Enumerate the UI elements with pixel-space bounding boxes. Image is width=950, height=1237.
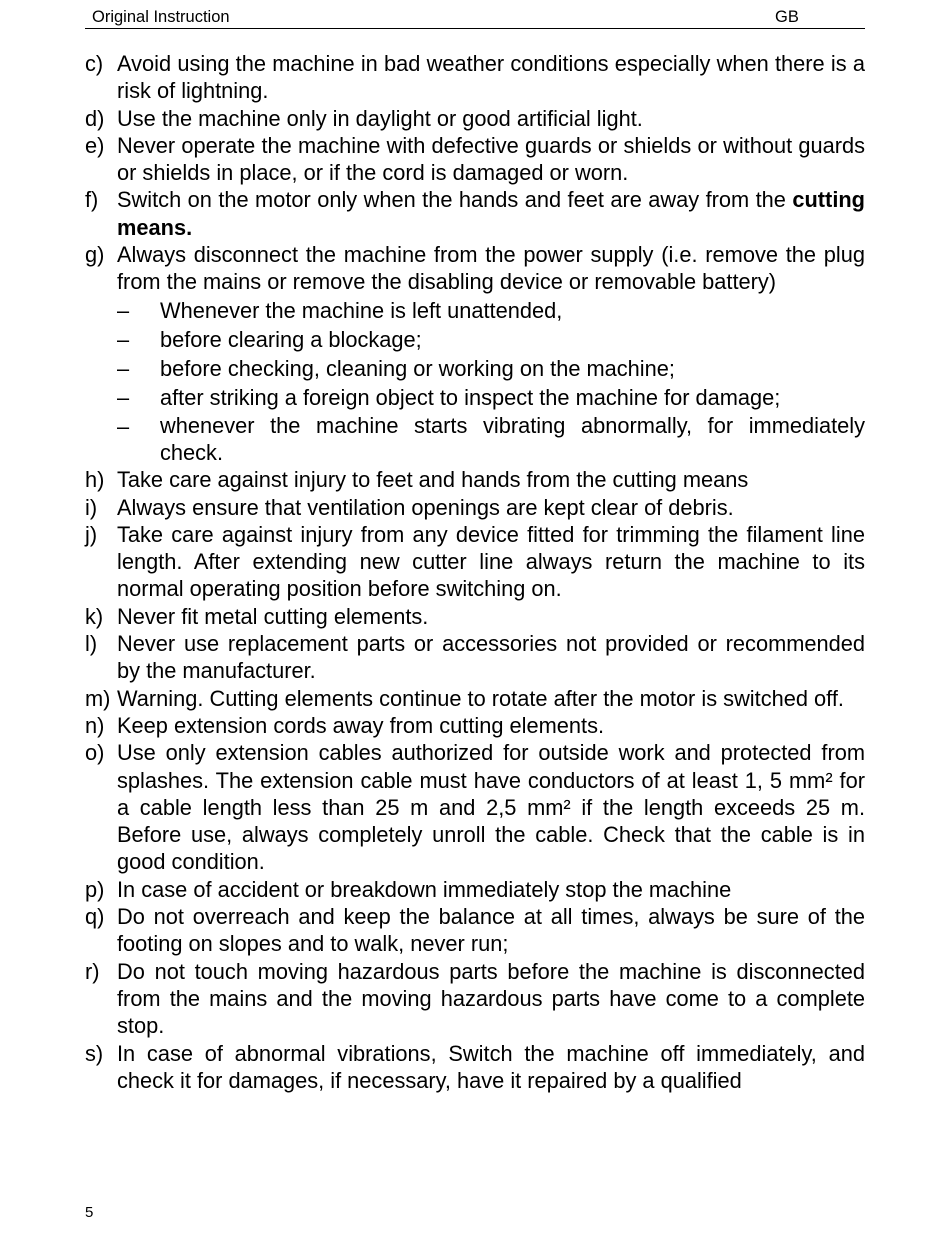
item-text: Do not overreach and keep the balance at all times, always be sure of the footing on slopes and to walk, never run; [117, 904, 865, 957]
list-item-c [85, 50, 865, 105]
sub-item-text: after striking a foreign object to inspect the machine for damage; [160, 384, 781, 410]
item-text: Keep extension cords away from cutting elements. [117, 712, 605, 738]
item-label: l) [85, 631, 98, 657]
item-label: e) [85, 132, 105, 158]
item-text-regular: Switch on the motor only when the hands and feet are away from the [117, 187, 786, 213]
item-text: Always ensure that ventilation openings are kept clear of debris. [117, 494, 734, 520]
list-item-m [85, 685, 865, 712]
item-label: c) [85, 51, 104, 76]
item-label: q) [85, 904, 105, 930]
sub-item-text: Whenever the machine is left unattended, [160, 297, 563, 323]
item-label: d) [85, 105, 105, 131]
item-text: Never operate the machine with defective guards or shields or without guards or shields in place, or if the cord is damaged or worn. [117, 132, 865, 186]
item-label: n) [85, 712, 105, 738]
sub-item-5 [85, 412, 865, 467]
item-text: Warning. Cutting elements continue to rotate after the motor is switched off. [117, 685, 844, 711]
dash-bullet: – [117, 355, 130, 381]
item-text: Avoid using the machine in bad weather conditions especially when there is a risk of lightning. [117, 51, 865, 104]
item-label: o) [85, 740, 105, 766]
list-item-i [85, 494, 865, 521]
item-text [117, 186, 865, 241]
item-text: Use only extension cables authorized for outside work and protected from splashes. The extension cable must have conductors of at least 1, 5 mm² for a cable length less than 25 m and 2,5 mm² if the length exceeds 25 m. Before use, always completely unroll the cable. Check that the cable is in good condition. [117, 740, 865, 875]
list-item-g [85, 241, 865, 296]
item-text: Use the machine only in daylight or good artificial light. [117, 105, 643, 131]
item-label: h) [85, 467, 105, 493]
list-item-l [85, 630, 865, 685]
list-item-p [85, 876, 865, 903]
item-text: Never use replacement parts or accessories not provided or recommended by the manufacturer. [117, 631, 865, 684]
list-item-r [85, 958, 865, 1040]
header-language: GB [775, 8, 799, 26]
list-item-n [85, 712, 865, 739]
item-label: r) [85, 958, 100, 984]
item-label: f) [85, 187, 99, 213]
sub-item-3 [85, 354, 865, 383]
item-text: In case of accident or breakdown immediately stop the machine [117, 876, 732, 902]
dash-bullet: – [117, 384, 130, 410]
sub-item-text: before clearing a blockage; [160, 326, 422, 352]
item-text: Always disconnect the machine from the power supply (i.e. remove the plug from the mains or remove the disabling device or removable battery) [117, 242, 865, 295]
item-text: In case of abnormal vibrations, Switch the machine off immediately, and check it for damages, if necessary, have it repaired by a qualified [117, 1040, 865, 1093]
list-item-o [85, 739, 865, 875]
dash-bullet: – [117, 413, 130, 439]
list-item-d [85, 105, 865, 132]
sub-item-2 [85, 325, 865, 354]
item-text: Take care against injury from any device fitted for trimming the filament line length. After extending new cutter line always return the machine to its normal operating position before switching on. [117, 521, 865, 602]
list-item-s [85, 1040, 865, 1095]
item-text: Take care against injury to feet and hands from the cutting means [117, 467, 749, 493]
list-item-f [85, 186, 865, 241]
item-text-bold: cutting means. [117, 187, 865, 240]
list-item-h [85, 466, 865, 493]
item-label: m) [85, 685, 111, 711]
item-label: g) [85, 242, 105, 268]
item-label: i) [85, 494, 98, 520]
page-number: 5 [85, 1204, 94, 1221]
item-text: Never fit metal cutting elements. [117, 603, 429, 629]
sub-item-4 [85, 383, 865, 412]
list-item-k [85, 603, 865, 630]
page-header [85, 6, 865, 29]
item-label: s) [85, 1040, 104, 1066]
dash-bullet: – [117, 326, 130, 352]
item-label: k) [85, 603, 104, 629]
sub-item-text: whenever the machine starts vibrating abnormally, for immediately check. [160, 412, 865, 465]
list-item-e [85, 132, 865, 187]
item-label: p) [85, 876, 105, 902]
list-item-j [85, 521, 865, 603]
item-label: j) [85, 521, 98, 547]
list-item-q [85, 903, 865, 958]
dash-bullet: – [117, 297, 130, 323]
item-text: Do not touch moving hazardous parts before the machine is disconnected from the mains and the moving hazardous parts have come to a complete stop. [117, 958, 865, 1039]
header-title: Original Instruction [92, 8, 230, 26]
instruction-list [85, 50, 865, 1094]
sub-item-text: before checking, cleaning or working on the machine; [160, 355, 675, 381]
sub-item-1 [85, 296, 865, 325]
